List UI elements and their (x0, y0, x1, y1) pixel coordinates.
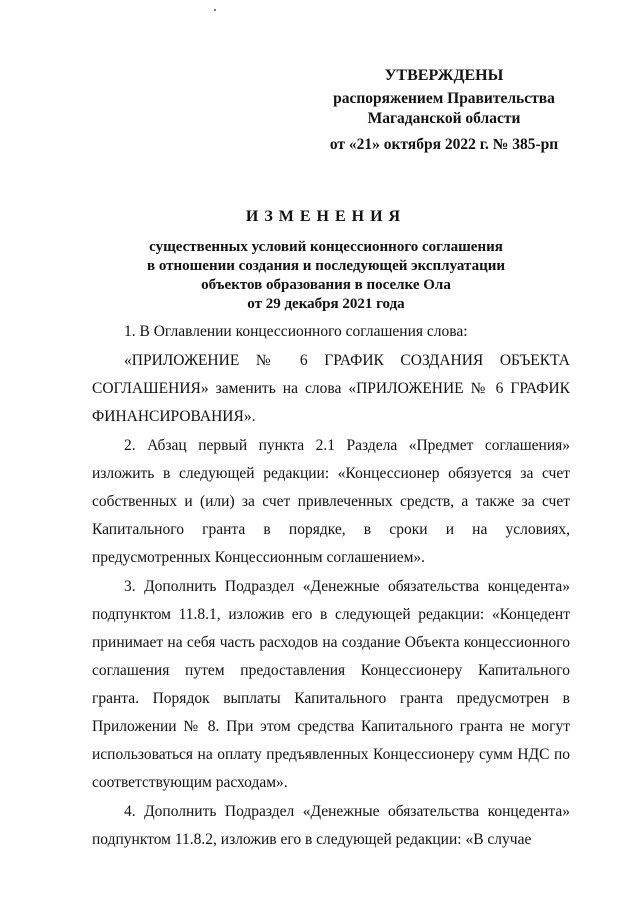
heading-line-1: существенных условий концессионного соглашения (149, 239, 503, 255)
paragraph-1: 1. В Оглавлении концессионного соглашения слова: (124, 323, 468, 340)
paragraph-3: 3. Дополнить Подраздел «Денежные обязательства концедента» подпунктом 11.8.1, изложив его в следующей редакции: «Концедент принимает на себя часть расходов на создание Объекта концессионного соглашения путем предоставления Концессионеру Капитального гранта. Порядок выплаты Капитального гранта предусмотрен в Приложении № 8. При этом средства Капитального гранта не могут использоваться на оплату предъявленных Концессионеру сумм НДС по соответствующим расходам». (92, 578, 570, 791)
heading-title: ИЗМЕНЕНИЯ (245, 208, 407, 225)
heading-line-4: от 29 декабря 2021 года (247, 296, 405, 312)
paragraph-quote: «ПРИЛОЖЕНИЕ № 6 ГРАФИК СОЗДАНИЯ ОБЪЕКТА СОГЛАШЕНИЯ» заменить на слова «ПРИЛОЖЕНИЕ № 6 ГРАФИК ФИНАНСИРОВАНИЯ». (92, 352, 570, 425)
approval-date: от «21» октября 2022 г. № 385-рп (329, 136, 559, 153)
approval-block (324, 66, 564, 155)
approval-line-2: Магаданской области (367, 110, 521, 127)
approval-line-1: распоряжением Правительства (333, 90, 555, 107)
document-body (92, 318, 570, 855)
paragraph-4: 4. Дополнить Подраздел «Денежные обязательства концедента» подпунктом 11.8.2, изложив его в следующей редакции: «В случае (92, 803, 570, 848)
heading-line-3: объектов образования в поселке Ола (201, 277, 451, 293)
heading-line-2: в отношении создания и последующей эксплуатации (146, 258, 505, 274)
paragraph-2: 2. Абзац первый пункта 2.1 Раздела «Предмет соглашения» изложить в следующей редакции: «Концессионер обязуется за счет собственных и (или) за счет привлеченных средств, а также за счет Капитального гранта в порядке, в сроки и на условиях, предусмотренных Концессионным соглашением». (92, 437, 570, 566)
scan-speck (214, 9, 216, 11)
approval-title: УТВЕРЖДЕНЫ (384, 67, 504, 84)
document-heading (96, 207, 556, 314)
